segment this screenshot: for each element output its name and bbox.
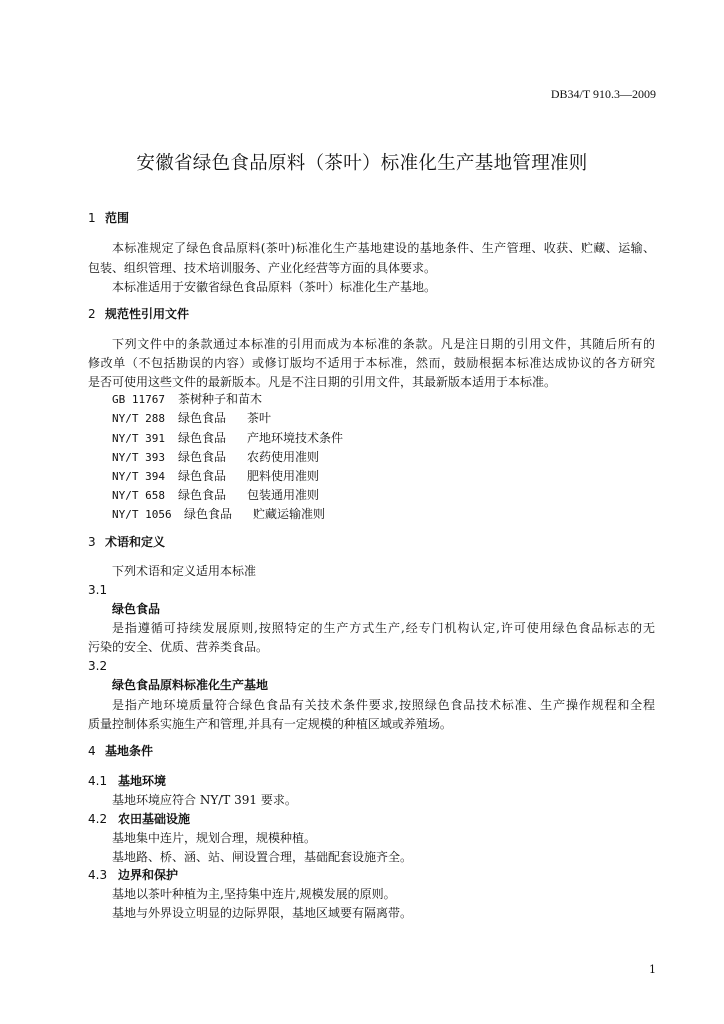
reference-title: 贮藏运输准则 (253, 507, 326, 521)
paragraph-line: 基地以茶叶种植为主,坚持集中连片,规模发展的原则。 (112, 887, 396, 901)
reference-title: 农药使用准则 (247, 450, 320, 464)
term-definition-line: 质量控制体系实施生产和管理,并具有一定规模的种植区域或养殖场。 (88, 717, 452, 731)
reference-code: NY/T 394 (112, 470, 165, 483)
paragraph-line: 基地集中连片，规划合理，规模种植。 (112, 831, 317, 845)
subsection-number: 4.1 (88, 774, 108, 788)
reference-item (112, 449, 319, 466)
term-name: 绿色食品 (112, 602, 161, 616)
section-4-heading (88, 743, 153, 759)
subsection-title: 农田基础设施 (118, 812, 191, 826)
page-number: 1 (649, 963, 656, 976)
paragraph-line: 本标准适用于安徽省绿色食品原料（茶叶）标准化生产基地。 (112, 280, 437, 294)
section-1-heading (88, 210, 129, 226)
reference-item (112, 430, 343, 447)
paragraph-line: 下列术语和定义适用本标准 (112, 564, 257, 578)
reference-code: NY/T 658 (112, 489, 165, 502)
paragraph-line: 包装、组织管理、技术培训服务、产业化经营等方面的具体要求。 (88, 261, 437, 275)
subsection-title: 边界和保护 (118, 868, 179, 882)
reference-code: NY/T 391 (112, 432, 165, 445)
section-number: 4 (88, 744, 96, 758)
section-title: 术语和定义 (105, 535, 166, 549)
reference-item (112, 410, 271, 427)
reference-title: 肥料使用准则 (247, 469, 320, 483)
section-number: 1 (88, 211, 96, 225)
reference-item (112, 391, 262, 408)
reference-category: 绿色食品 (178, 488, 227, 502)
reference-code: NY/T 393 (112, 451, 165, 464)
document-title: 安徽省绿色食品原料（茶叶）标准化生产基地管理准则 (136, 153, 588, 174)
reference-item (112, 506, 325, 523)
section-title: 范围 (105, 211, 130, 225)
section-2-heading (88, 306, 189, 322)
subsection-number: 4.2 (88, 812, 108, 826)
reference-category: 绿色食品 (178, 469, 227, 483)
reference-title: 包装通用准则 (247, 488, 320, 502)
paragraph-line: 修改单（不包括勘误的内容）或修订版均不适用于本标准，然而，鼓励根据本标准达成协议的各方研究 (88, 356, 655, 370)
reference-category: 绿色食品 (184, 507, 233, 521)
subsection-4-3-heading (88, 867, 178, 883)
reference-category: 绿色食品 (178, 450, 227, 464)
paragraph-line: 本标准规定了绿色食品原料(茶叶)标准化生产基地建设的基地条件、生产管理、收获、贮藏、运输、 (112, 241, 655, 255)
term-definition-line: 污染的安全、优质、营养类食品。 (88, 640, 269, 654)
paragraph-line: 下列文件中的条款通过本标准的引用而成为本标准的条款。凡是注日期的引用文件，其随后所有的 (112, 337, 655, 351)
reference-title: 茶叶 (247, 411, 272, 425)
section-3-heading (88, 534, 165, 550)
term-name: 绿色食品原料标准化生产基地 (112, 678, 269, 692)
reference-code: GB 11767 (112, 393, 165, 406)
section-title: 基地条件 (105, 744, 154, 758)
paragraph-line: 是否可使用这些文件的最新版本。凡是不注日期的引用文件，其最新版本适用于本标准。 (88, 375, 557, 389)
reference-code: NY/T 1056 (112, 508, 172, 521)
reference-item (112, 468, 319, 485)
subsection-4-2-heading (88, 811, 190, 827)
reference-category: 绿色食品 (178, 411, 227, 425)
reference-category: 绿色食品 (178, 431, 227, 445)
reference-code: NY/T 288 (112, 412, 165, 425)
term-definition-line: 是指遵循可持续发展原则,按照特定的生产方式生产,经专门机构认定,许可使用绿色食品标志的无 (112, 621, 655, 635)
paragraph-line: 基地环境应符合 NY/T 391 要求。 (112, 793, 297, 807)
subsection-title: 基地环境 (118, 774, 167, 788)
paragraph-line: 基地路、桥、涵、站、闸设置合理，基础配套设施齐全。 (112, 850, 413, 864)
standard-code: DB34/T 910.3—2009 (550, 87, 656, 101)
reference-item (112, 487, 319, 504)
clause-number: 3.1 (88, 583, 108, 597)
subsection-number: 4.3 (88, 868, 108, 882)
clause-number: 3.2 (88, 659, 108, 673)
paragraph-line: 基地与外界设立明显的边际界限，基地区域要有隔离带。 (112, 906, 413, 920)
section-number: 3 (88, 535, 96, 549)
section-title: 规范性引用文件 (105, 307, 190, 321)
subsection-4-1-heading (88, 773, 166, 789)
reference-category: 茶树种子和苗木 (178, 392, 263, 406)
section-number: 2 (88, 307, 96, 321)
reference-title: 产地环境技术条件 (247, 431, 344, 445)
term-definition-line: 是指产地环境质量符合绿色食品有关技术条件要求,按照绿色食品技术标准、生产操作规程和全程 (112, 698, 655, 712)
